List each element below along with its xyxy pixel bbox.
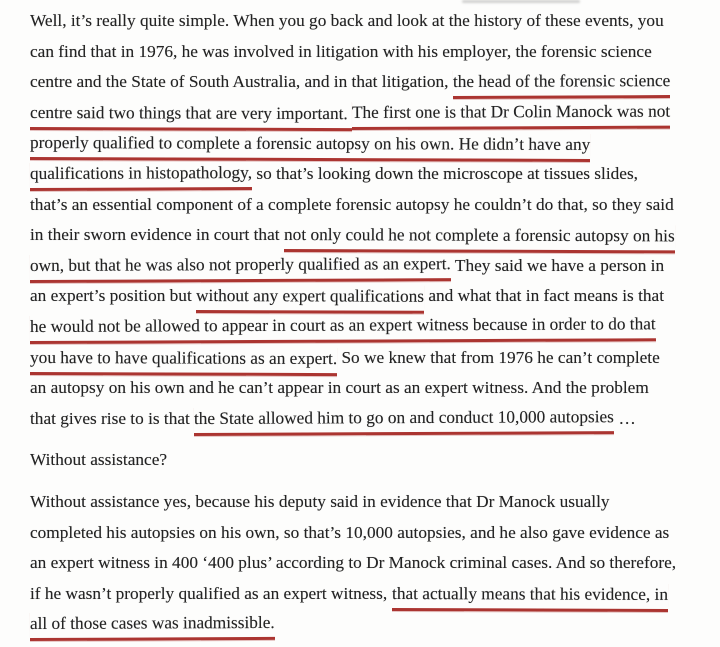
text-segment: completed his autopsies on his own, so that’s 10,000 autopsies, and he also gave evidence as [30, 522, 670, 542]
underlined-text: not only could he not complete a forensic autopsy on his [284, 223, 675, 253]
text-segment: if he wasn’t properly qualified as an expert witness, [30, 583, 392, 603]
text-segment: can find that in 1976, he was involved in litigation with his employer, the forensic science [30, 41, 652, 61]
text-line [30, 128, 702, 159]
text-line [30, 548, 702, 579]
text-line [30, 343, 702, 374]
text-segment: an expert witness in 400 ‘400 plus’ according to Dr Manock criminal cases. And so therefore, [30, 553, 677, 573]
text-line [30, 487, 702, 518]
text-segment: Without assistance? [30, 450, 168, 470]
underlined-text: that actually means that his evidence, in [392, 582, 668, 612]
transcript-text [30, 6, 702, 640]
text-line [30, 518, 702, 549]
underlined-text: centre said two things that are very important. [30, 101, 352, 131]
text-line [30, 404, 702, 435]
text-segment: centre and the State of South Australia, and in that litigation, [30, 72, 453, 92]
text-segment: an autopsy on his own and he can’t appear in court as an expert witness. And the problem [30, 378, 649, 398]
text-line [30, 312, 702, 343]
text-line [30, 609, 702, 640]
underlined-text: own, but that he was also not properly qualified as an expert. [30, 252, 451, 283]
text-line [30, 6, 702, 37]
text-line [30, 98, 702, 129]
underlined-text: The first one is that Dr Colin Manock was not [352, 99, 670, 129]
underlined-text: properly qualified to complete a forensic autopsy on his own. He didn’t have any [30, 131, 590, 162]
text-segment: … [614, 408, 636, 428]
scan-artifact [462, 0, 580, 3]
text-line [30, 220, 702, 251]
underlined-text: the head of the forensic science [453, 69, 670, 99]
text-line [30, 251, 702, 282]
paragraph [30, 487, 702, 640]
text-segment: that’s an essential component of a complete forensic autopsy he couldn’t do that, so they said [30, 194, 674, 214]
text-segment: that gives rise to is that [30, 408, 195, 428]
paragraph [30, 6, 702, 434]
text-segment: So we knew that from 1976 he can’t complete [337, 347, 660, 367]
underlined-text: qualifications in histopathology, [30, 161, 252, 191]
text-segment: and what that in fact means is that [424, 286, 664, 306]
text-segment: so that’s looking down the microscope at tissues slides, [252, 163, 638, 183]
underlined-text: all of those cases was inadmissible. [30, 611, 275, 641]
underlined-text: you have to have qualifications as an expert. [30, 346, 337, 376]
text-line [30, 159, 702, 190]
text-segment: an expert’s position but [30, 286, 197, 306]
text-line [30, 67, 702, 98]
text-line [30, 579, 702, 610]
paragraph [30, 445, 702, 476]
text-segment: They said we have a person in [450, 255, 665, 275]
underlined-text: he would not be allowed to appear in court as an expert witness because in order to do that [30, 312, 656, 344]
text-line [30, 281, 702, 312]
text-segment: Without assistance yes, because his deputy said in evidence that Dr Manock usually [30, 491, 610, 511]
text-line [30, 445, 702, 476]
text-segment: in their sworn evidence in court that [30, 225, 284, 245]
text-line [30, 37, 702, 68]
text-segment: Well, it’s really quite simple. When you go back and look at the history of these events, you [30, 11, 664, 30]
text-line [30, 373, 702, 404]
underlined-text: the State allowed him to go on and conduct 10,000 autopsies [194, 405, 614, 436]
underlined-text: without any expert qualifications [196, 284, 424, 314]
text-line [30, 190, 702, 221]
